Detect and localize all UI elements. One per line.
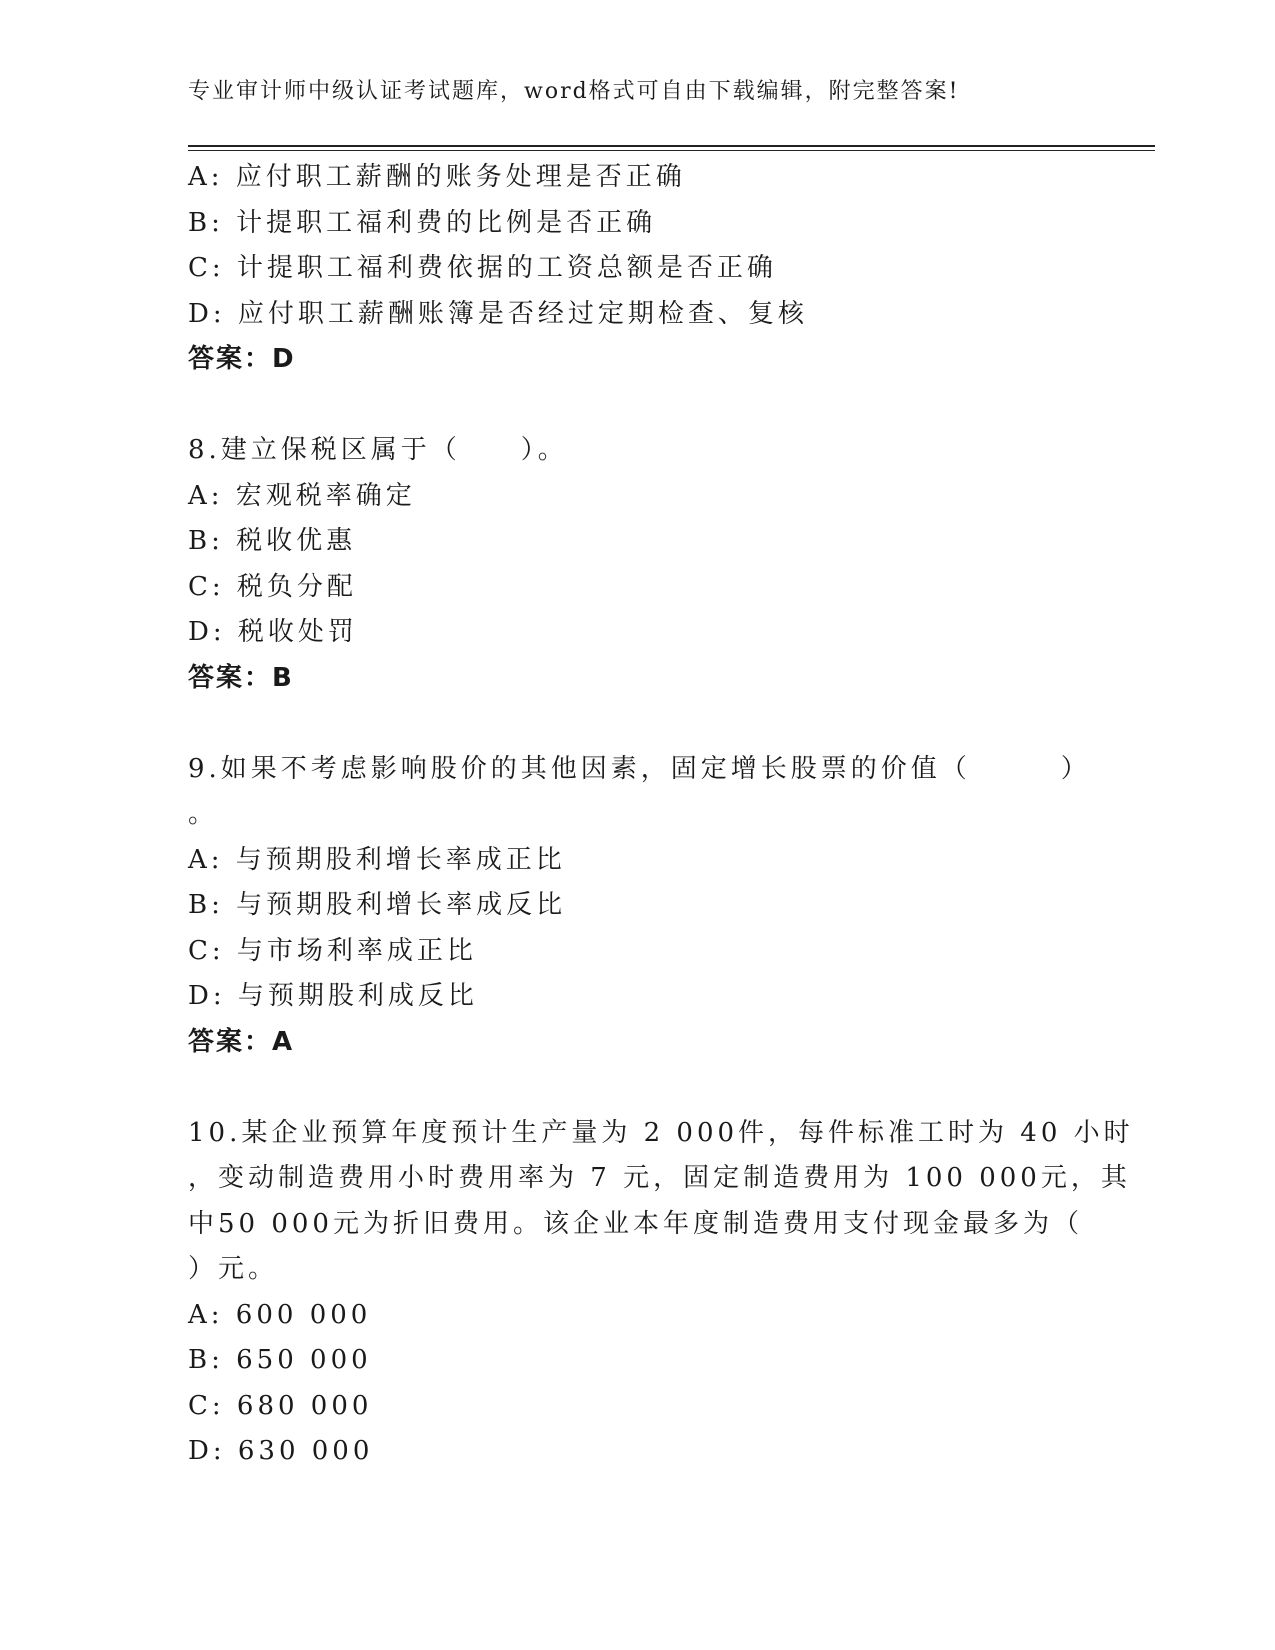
spacer — [188, 383, 1108, 429]
answer-label: 答案：A — [188, 1026, 295, 1057]
question-10-stem-line-1: 10.某企业预算年度预计生产量为 2 000件，每件标准工时为 40 小时 — [188, 1117, 1134, 1148]
option-d: D: 应付职工薪酬账簿是否经过定期检查、复核 — [188, 298, 808, 329]
option-a: A: 应付职工薪酬的账务处理是否正确 — [188, 162, 686, 192]
answer-label: 答案：B — [188, 662, 294, 693]
option-a: A: 600 000 — [188, 1299, 372, 1330]
option-b: B: 税收优惠 — [188, 526, 357, 556]
option-c: C: 680 000 — [188, 1390, 373, 1421]
page-header: 专业审计师中级认证考试题库，word格式可自由下载编辑，附完整答案! — [188, 79, 960, 104]
question-9-stem: 9.如果不考虑影响股价的其他因素，固定增长股票的价值（ ） — [188, 753, 1091, 784]
spacer — [188, 1065, 1108, 1111]
option-a: A: 与预期股利增长率成正比 — [188, 844, 566, 875]
option-c: C: 税负分配 — [188, 571, 357, 602]
option-d: D: 税收处罚 — [188, 617, 358, 647]
option-b: B: 与预期股利增长率成反比 — [188, 890, 567, 920]
spacer — [188, 701, 1108, 747]
option-b: B: 计提职工福利费的比例是否正确 — [188, 207, 657, 238]
question-8-stem: 8.建立保税区属于（ ）。 — [188, 435, 568, 465]
option-b: B: 650 000 — [188, 1345, 372, 1375]
answer-label: 答案：D — [188, 344, 296, 374]
question-10-stem-line-4: ）元。 — [188, 1254, 279, 1284]
question-content — [188, 155, 1134, 1475]
question-9-stem-tail: 。 — [188, 799, 215, 829]
option-d: D: 与预期股利成反比 — [188, 981, 478, 1011]
option-d: D: 630 000 — [188, 1436, 374, 1466]
question-10-stem-line-2: ，变动制造费用小时费用率为 7 元，固定制造费用为 100 000元，其 — [188, 1163, 1131, 1193]
option-a: A: 宏观税率确定 — [188, 480, 416, 511]
question-10-stem-line-3: 中50 000元为折旧费用。该企业本年度制造费用支付现金最多为（ — [188, 1208, 1083, 1239]
header-divider — [188, 145, 1155, 151]
option-c: C: 计提职工福利费依据的工资总额是否正确 — [188, 253, 777, 283]
option-c: C: 与市场利率成正比 — [188, 935, 477, 966]
